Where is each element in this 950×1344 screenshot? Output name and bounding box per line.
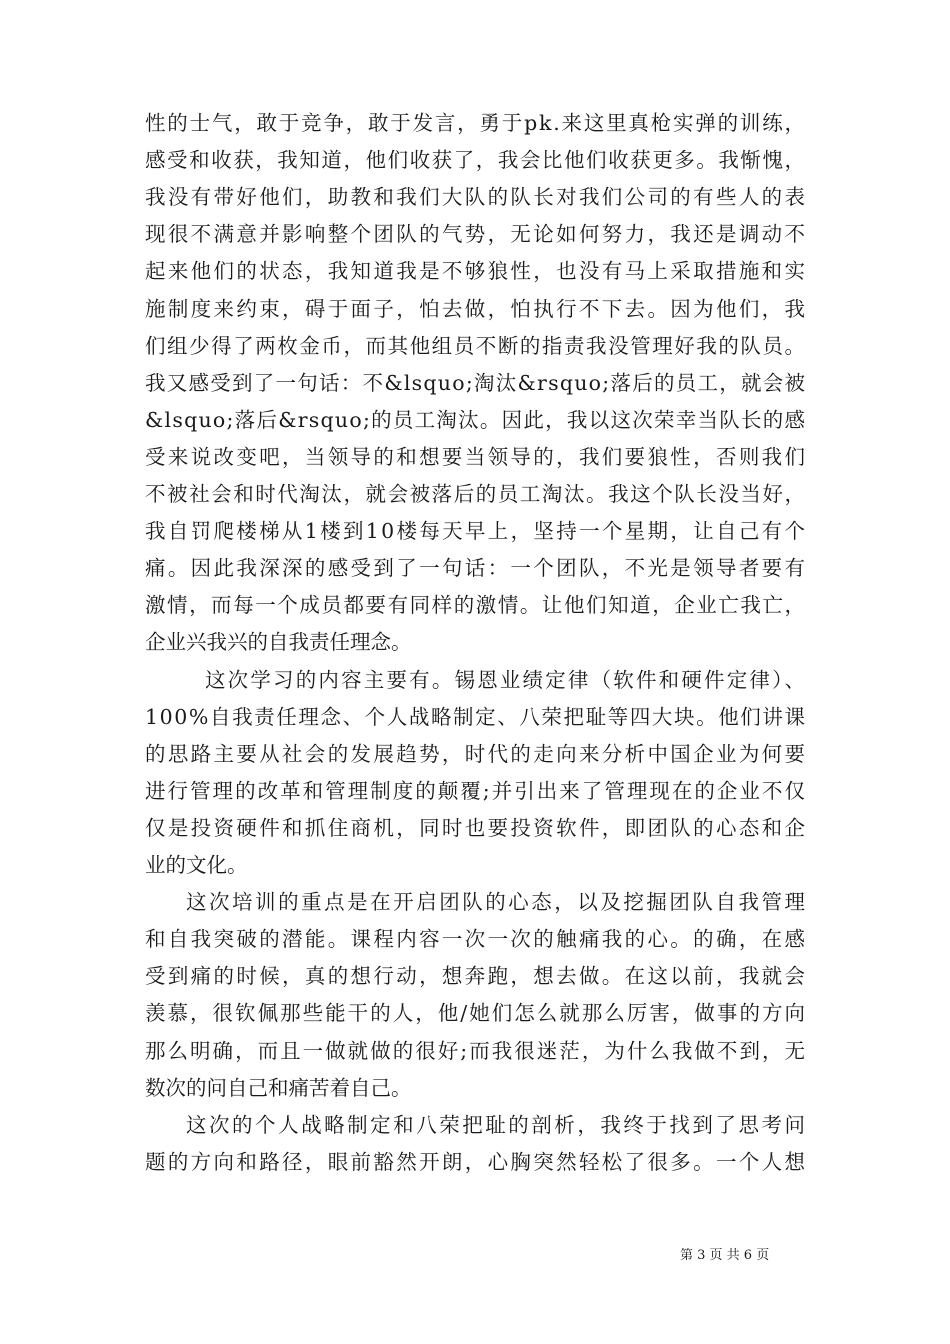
text-line-content: 数次的问自己和痛苦着自己。 bbox=[145, 1075, 412, 1100]
text-line-content: 进行管理的改革和管理制度的颠覆;并引出来了管理现在的企业不仅 bbox=[145, 778, 808, 803]
text-line bbox=[0, 1105, 950, 1145]
text-line-content: &lsquo;落后&rsquo;的员工淘汰。因此，我以这次荣幸当队长的感 bbox=[145, 407, 807, 432]
text-line bbox=[0, 103, 950, 143]
text-line-content: 现很不满意并影响整个团队的气势，无论如何努力，我还是调动不 bbox=[145, 222, 808, 247]
text-line-content: 企业兴我兴的自我责任理念。 bbox=[145, 630, 412, 655]
text-line bbox=[0, 363, 950, 403]
text-line bbox=[0, 326, 950, 366]
text-line bbox=[0, 882, 950, 922]
text-line bbox=[0, 734, 950, 774]
text-line-content: 业的文化。 bbox=[145, 853, 248, 877]
text-line-content: 这次学习的内容主要有。锡恩业绩定律（软件和硬件定律）、 bbox=[205, 667, 808, 692]
text-line-content: 不被社会和时代淘汰，就会被落后的员工淘汰。我这个队长没当好， bbox=[145, 482, 807, 506]
text-line bbox=[0, 437, 950, 477]
text-line bbox=[0, 993, 950, 1033]
text-line bbox=[0, 585, 950, 625]
text-line bbox=[0, 956, 950, 996]
text-line-content: 激情，而每一个成员都要有同样的激情。让他们知道，企业亡我亡， bbox=[145, 593, 807, 618]
text-line-content: 这次培训的重点是在开启团队的心态，以及挖掘团队自我管理 bbox=[186, 890, 808, 915]
text-line bbox=[0, 845, 950, 885]
text-line bbox=[0, 177, 950, 217]
text-line bbox=[0, 622, 950, 662]
text-line-content: 受来说改变吧，当领导的和想要当领导的，我们要狼性，否则我们 bbox=[145, 444, 808, 469]
text-line-content: 性的士气，敢于竞争，敢于发言，勇于pk.来这里真枪实弹的训练， bbox=[145, 111, 807, 135]
page-number: 第 3 页 共 6 页 bbox=[680, 1248, 770, 1263]
text-line bbox=[0, 1068, 950, 1108]
text-line-content: 们组少得了两枚金币，而其他组员不断的指责我没管理好我的队员。 bbox=[145, 333, 807, 358]
text-line-content: 100%自我责任理念、个人战略制定、八荣把耻等四大块。他们讲课 bbox=[145, 704, 807, 729]
text-line bbox=[0, 251, 950, 291]
text-line bbox=[0, 400, 950, 440]
text-line bbox=[0, 1031, 950, 1071]
text-line bbox=[0, 511, 950, 551]
text-line-content: 我又感受到了一句话：不&lsquo;淘汰&rsquo;落后的员工，就会被 bbox=[145, 370, 807, 395]
text-line bbox=[0, 697, 950, 737]
text-line-content: 感受和收获，我知道，他们收获了，我会比他们收获更多。我惭愧， bbox=[145, 148, 807, 173]
text-line bbox=[0, 548, 950, 588]
text-line bbox=[0, 140, 950, 180]
text-line-content: 我自罚爬楼梯从1楼到10楼每天早上，坚持一个星期，让自己有个 bbox=[145, 519, 808, 544]
text-line-content: 的思路主要从社会的发展趋势，时代的走向来分析中国企业为何要 bbox=[145, 741, 808, 766]
text-line-content: 和自我突破的潜能。课程内容一次一次的触痛我的心。的确，在感 bbox=[145, 927, 808, 952]
text-line-content: 这次的个人战略制定和八荣把耻的剖析，我终于找到了思考问 bbox=[186, 1112, 808, 1137]
text-line-content: 施制度来约束，碍于面子，怕去做，怕执行不下去。因为他们，我 bbox=[145, 296, 808, 321]
text-line bbox=[0, 771, 950, 811]
text-line-content: 羡慕，很钦佩那些能干的人，他/她们怎么就那么厉害，做事的方向 bbox=[145, 1001, 808, 1026]
text-line-content: 起来他们的状态，我知道我是不够狼性，也没有马上采取措施和实 bbox=[145, 259, 808, 284]
text-line-content: 受到痛的时候，真的想行动，想奔跑，想去做。在这以前，我就会 bbox=[145, 964, 808, 989]
text-line bbox=[0, 1142, 950, 1182]
text-line bbox=[0, 919, 950, 959]
text-line-content: 痛。因此我深深的感受到了一句话：一个团队，不光是领导者要有 bbox=[145, 556, 808, 581]
text-line bbox=[0, 474, 950, 514]
text-line bbox=[0, 660, 950, 700]
text-line bbox=[0, 289, 950, 329]
text-line-content: 仅是投资硬件和抓住商机，同时也要投资软件，即团队的心态和企 bbox=[145, 815, 808, 840]
text-line bbox=[0, 214, 950, 254]
text-line-content: 我没有带好他们，助教和我们大队的队长对我们公司的有些人的表 bbox=[145, 185, 808, 210]
text-line bbox=[0, 808, 950, 848]
text-line-content: 那么明确，而且一做就做的很好;而我很迷茫，为什么我做不到，无 bbox=[145, 1038, 808, 1063]
text-line-content: 题的方向和路径，眼前豁然开朗，心胸突然轻松了很多。一个人想 bbox=[145, 1149, 808, 1174]
